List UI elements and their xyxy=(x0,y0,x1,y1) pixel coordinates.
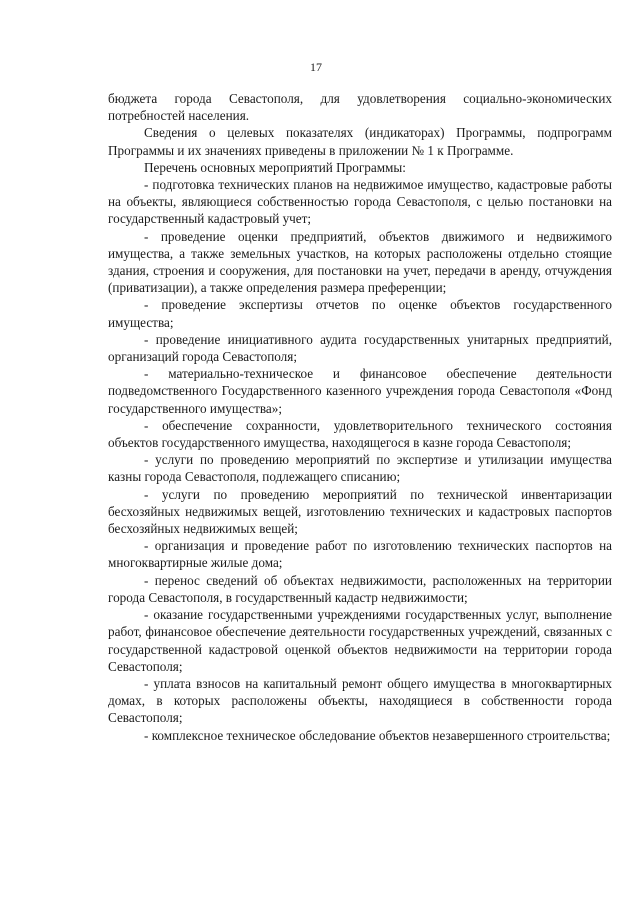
paragraph: - комплексное техническое обследование объектов незавершенного строительства; xyxy=(144,727,611,743)
paragraph: - оказание государственными учреждениями государственных услуг, выполнение работ, финансовое обеспечение деятельности государственных учреждений, связанных с государственной кадастровой оценкой объектов недвижимости на территории города Севастополя; xyxy=(108,607,612,674)
paragraph: - проведение оценки предприятий, объектов движимого и недвижимого имущества, а также земельных участков, на которых расположены отдельно стоящие здания, строения и сооружения, для постановки на учет, передачи в аренду, отчуждения (приватизации), а также определения размера преференции; xyxy=(108,228,612,296)
page-number: 17 xyxy=(310,60,322,74)
paragraph: - материально-техническое и финансовое обеспечение деятельности подведомственного Государственного казенного учреждения города Севастополя «Фонд государственного имущества»; xyxy=(108,366,612,416)
paragraph: - услуги по проведению мероприятий по экспертизе и утилизации имущества казны города Севастополя, подлежащего списанию; xyxy=(108,452,612,485)
paragraph: - проведение экспертизы отчетов по оценке объектов государственного имущества; xyxy=(108,297,612,330)
paragraph: - уплата взносов на капитальный ремонт общего имущества в многоквартирных домах, в которых расположены объекты, находящиеся в собственности города Севастополя; xyxy=(108,675,612,726)
paragraph: - перенос сведений об объектах недвижимости, расположенных на территории города Севастополя, в государственный кадастр недвижимости; xyxy=(108,572,612,605)
paragraph: - проведение инициативного аудита государственных унитарных предприятий, организаций города Севастополя; xyxy=(108,331,612,365)
document-body xyxy=(108,90,612,744)
paragraph: Сведения о целевых показателях (индикаторах) Программы, подпрограмм Программы и их значениях приведены в приложении № 1 к Программе. xyxy=(108,125,612,158)
paragraph: - услуги по проведению мероприятий по технической инвентаризации бесхозяйных недвижимых вещей, изготовлению технических и кадастровых паспортов бесхозяйных недвижимых вещей; xyxy=(108,486,612,537)
paragraph: - подготовка технических планов на недвижимое имущество, кадастровые работы на объекты, являющиеся собственностью города Севастополя, с целью постановки на государственный кадастровый учет; xyxy=(108,177,612,227)
paragraph: - организация и проведение работ по изготовлению технических паспортов на многоквартирные жилые дома; xyxy=(108,538,612,571)
paragraph: бюджета города Севастополя, для удовлетворения социально-экономических потребностей населения. xyxy=(108,91,612,124)
paragraph: Перечень основных мероприятий Программы: xyxy=(144,159,406,175)
paragraph: - обеспечение сохранности, удовлетворительного технического состояния объектов государственного имущества, находящегося в казне города Севастополя; xyxy=(108,417,612,451)
